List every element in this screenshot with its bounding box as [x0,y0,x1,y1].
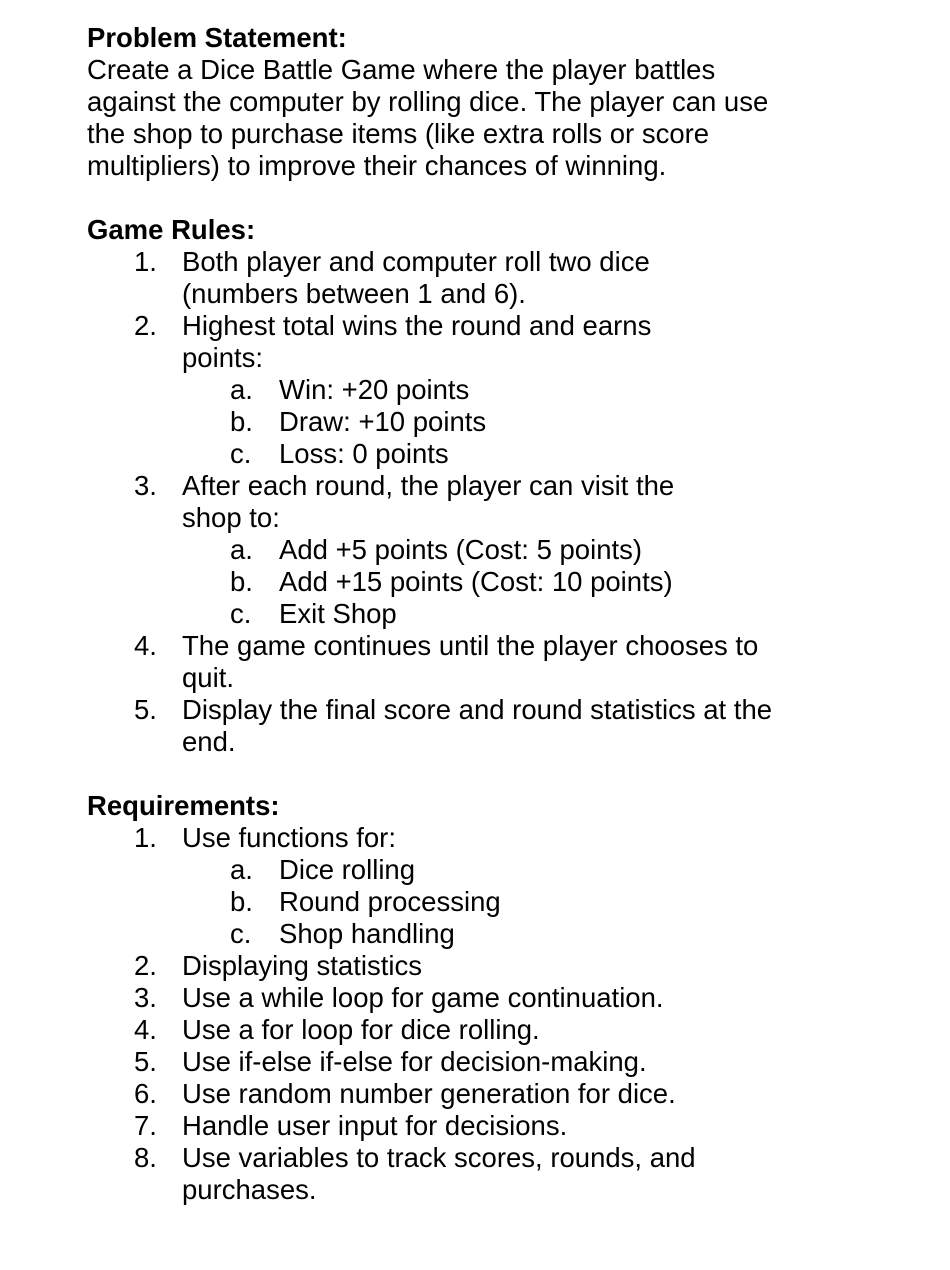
rule-subitem-text: Draw: +10 points [279,406,487,437]
requirement-item [87,1142,887,1206]
rule-number: 5. [134,694,157,725]
rule-item [87,630,887,694]
requirement-subitem-letter: c. [230,918,252,949]
rule-number: 3. [134,470,157,501]
requirement-item [87,1014,887,1046]
requirement-text: Use random number generation for dice. [182,1078,676,1109]
requirement-number: 2. [134,950,157,981]
requirement-number: 5. [134,1046,157,1077]
requirement-text: Handle user input for decisions. [182,1110,568,1141]
rule-item [87,694,887,758]
requirement-item [87,982,887,1014]
rule-subitem [87,406,887,438]
requirement-subitem-letter: a. [230,854,253,885]
requirement-number: 1. [134,822,157,853]
rule-subitem-letter: c. [230,598,252,629]
rule-text: The game continues until the player chooses to quit. [182,630,759,693]
problem-statement-section [87,22,887,182]
requirement-subitem-letter: b. [230,886,253,917]
requirement-text: Use variables to track scores, rounds, and purchases. [182,1142,696,1205]
rule-subitem [87,598,887,630]
rule-text: Both player and computer roll two dice (numbers between 1 and 6). [182,246,650,309]
requirement-text: Use a while loop for game continuation. [182,982,664,1013]
rule-text: After each round, the player can visit the shop to: [182,470,675,533]
rule-subitem-text: Add +15 points (Cost: 10 points) [279,566,673,597]
game-rules-section [87,214,887,758]
rule-subitem-letter: b. [230,566,253,597]
rule-item [87,246,887,310]
rule-subitem-letter: a. [230,374,253,405]
requirement-number: 3. [134,982,157,1013]
spacer [87,182,887,214]
game-rules-heading: Game Rules: [87,214,256,245]
rule-item [87,310,887,374]
requirement-item [87,1110,887,1142]
rule-subitem-letter: b. [230,406,253,437]
rule-item [87,470,887,534]
rule-subitem [87,374,887,406]
rule-number: 2. [134,310,157,341]
requirements-heading: Requirements: [87,790,280,821]
requirement-number: 7. [134,1110,157,1141]
rule-subitem-text: Add +5 points (Cost: 5 points) [279,534,643,565]
rule-subitem [87,566,887,598]
rule-subitem [87,438,887,470]
rule-subitem-letter: a. [230,534,253,565]
rule-text: Display the final score and round statistics at the end. [182,694,773,757]
spacer [87,758,887,790]
requirement-text: Displaying statistics [182,950,422,981]
requirement-number: 6. [134,1078,157,1109]
requirement-number: 8. [134,1142,157,1173]
requirement-subitem [87,918,887,950]
requirement-item [87,822,887,854]
rule-subitem-text: Win: +20 points [279,374,470,405]
problem-statement-heading: Problem Statement: [87,22,347,53]
requirements-list [87,822,887,1206]
problem-statement-text: Create a Dice Battle Game where the player battles against the computer by rolling dice. The player can use the shop to purchase items (like extra rolls or score multipliers) to improve their chances of winning. [87,54,769,181]
requirement-subitem [87,854,887,886]
game-rules-list [87,246,887,758]
rule-subitem-text: Exit Shop [279,598,397,629]
requirement-text: Use functions for: [182,822,396,853]
requirement-item [87,1046,887,1078]
rule-subitem [87,534,887,566]
requirement-number: 4. [134,1014,157,1045]
requirement-item [87,950,887,982]
rule-number: 4. [134,630,157,661]
requirement-subitem-text: Round processing [279,886,501,917]
requirement-subitem [87,886,887,918]
rule-subitem-text: Loss: 0 points [279,438,449,469]
requirement-item [87,1078,887,1110]
requirement-text: Use if-else if-else for decision-making. [182,1046,647,1077]
requirement-subitem-text: Shop handling [279,918,455,949]
requirements-section [87,790,887,1206]
rule-text: Highest total wins the round and earns points: [182,310,652,373]
requirement-text: Use a for loop for dice rolling. [182,1014,540,1045]
document [87,22,887,1206]
requirement-subitem-text: Dice rolling [279,854,416,885]
rule-subitem-letter: c. [230,438,252,469]
rule-number: 1. [134,246,157,277]
